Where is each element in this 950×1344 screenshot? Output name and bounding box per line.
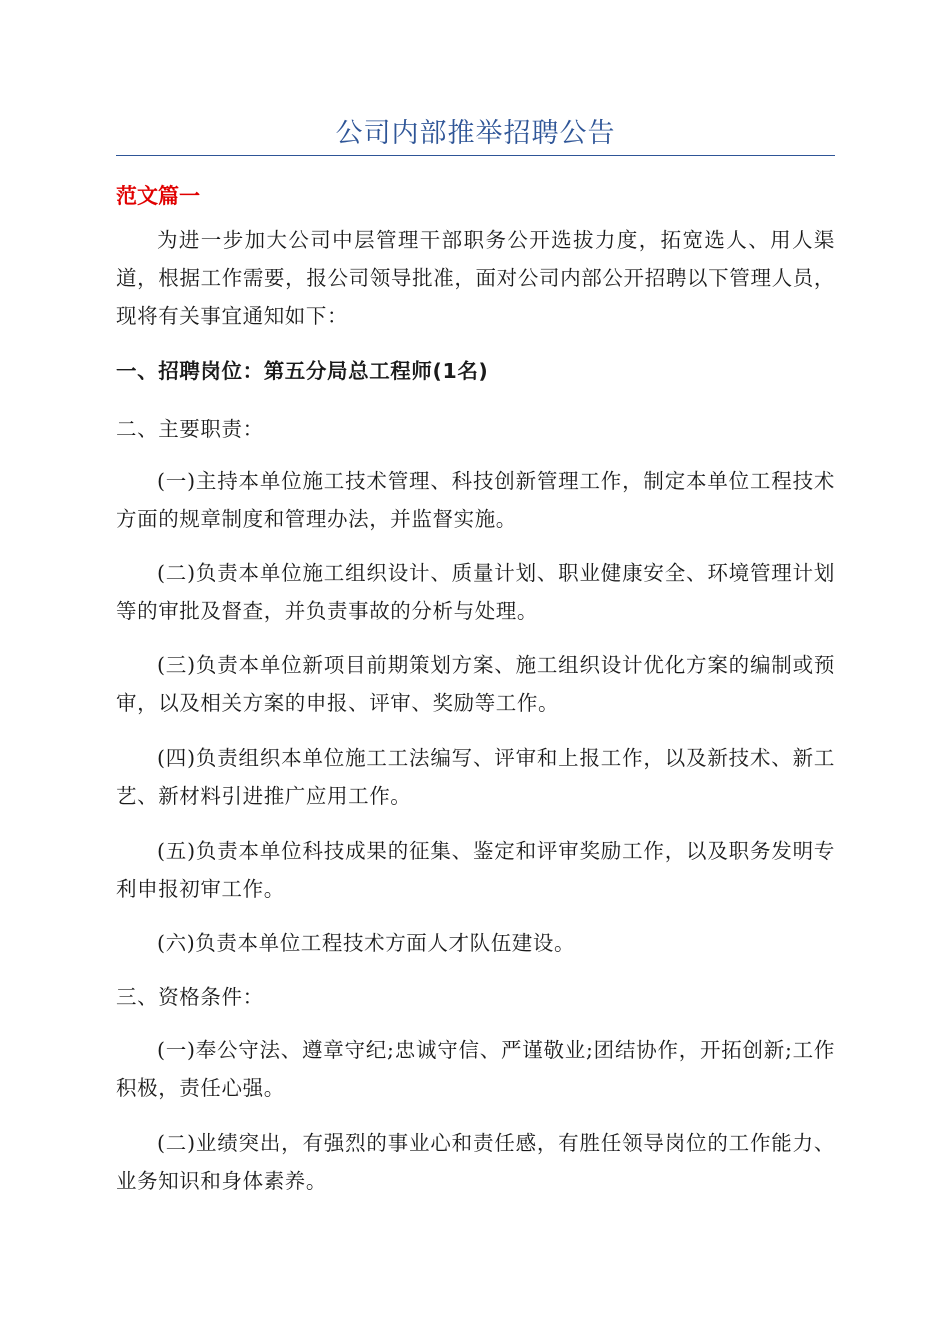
title-underline (116, 155, 835, 156)
duty-item-5: (五)负责本单位科技成果的征集、鉴定和评审奖励工作，以及职务发明专利申报初审工作。 (116, 839, 835, 901)
duty-item-6: (六)负责本单位工程技术方面人才队伍建设。 (157, 931, 576, 955)
duty-item-1: (一)主持本单位施工技术管理、科技创新管理工作，制定本单位工程技术方面的规章制度和管理办法，并监督实施。 (116, 469, 835, 531)
document-title: 公司内部推举招聘公告 (335, 118, 616, 149)
qualification-item-2: (二)业绩突出，有强烈的事业心和责任感，有胜任领导岗位的工作能力、业务知识和身体素养。 (116, 1131, 835, 1193)
qualifications-heading: 三、资格条件： (116, 985, 264, 1009)
duties-heading: 二、主要职责： (116, 417, 264, 441)
duty-item-3: (三)负责本单位新项目前期策划方案、施工组织设计优化方案的编制或预审，以及相关方案的申报、评审、奖励等工作。 (116, 653, 835, 715)
section-label: 范文篇一 (116, 184, 200, 208)
duty-item-4: (四)负责组织本单位施工工法编写、评审和上报工作，以及新技术、新工艺、新材料引进推广应用工作。 (116, 746, 835, 808)
position-heading: 一、招聘岗位：第五分局总工程师(1名) (116, 359, 489, 383)
duty-item-2: (二)负责本单位施工组织设计、质量计划、职业健康安全、环境管理计划等的审批及督查，并负责事故的分析与处理。 (116, 561, 835, 623)
intro-paragraph: 为进一步加大公司中层管理干部职务公开选拔力度，拓宽选人、用人渠道，根据工作需要，报公司领导批准，面对公司内部公开招聘以下管理人员，现将有关事宜通知如下： (116, 228, 835, 328)
qualification-item-1: (一)奉公守法、遵章守纪;忠诚守信、严谨敬业;团结协作，开拓创新;工作积极，责任心强。 (116, 1038, 835, 1100)
